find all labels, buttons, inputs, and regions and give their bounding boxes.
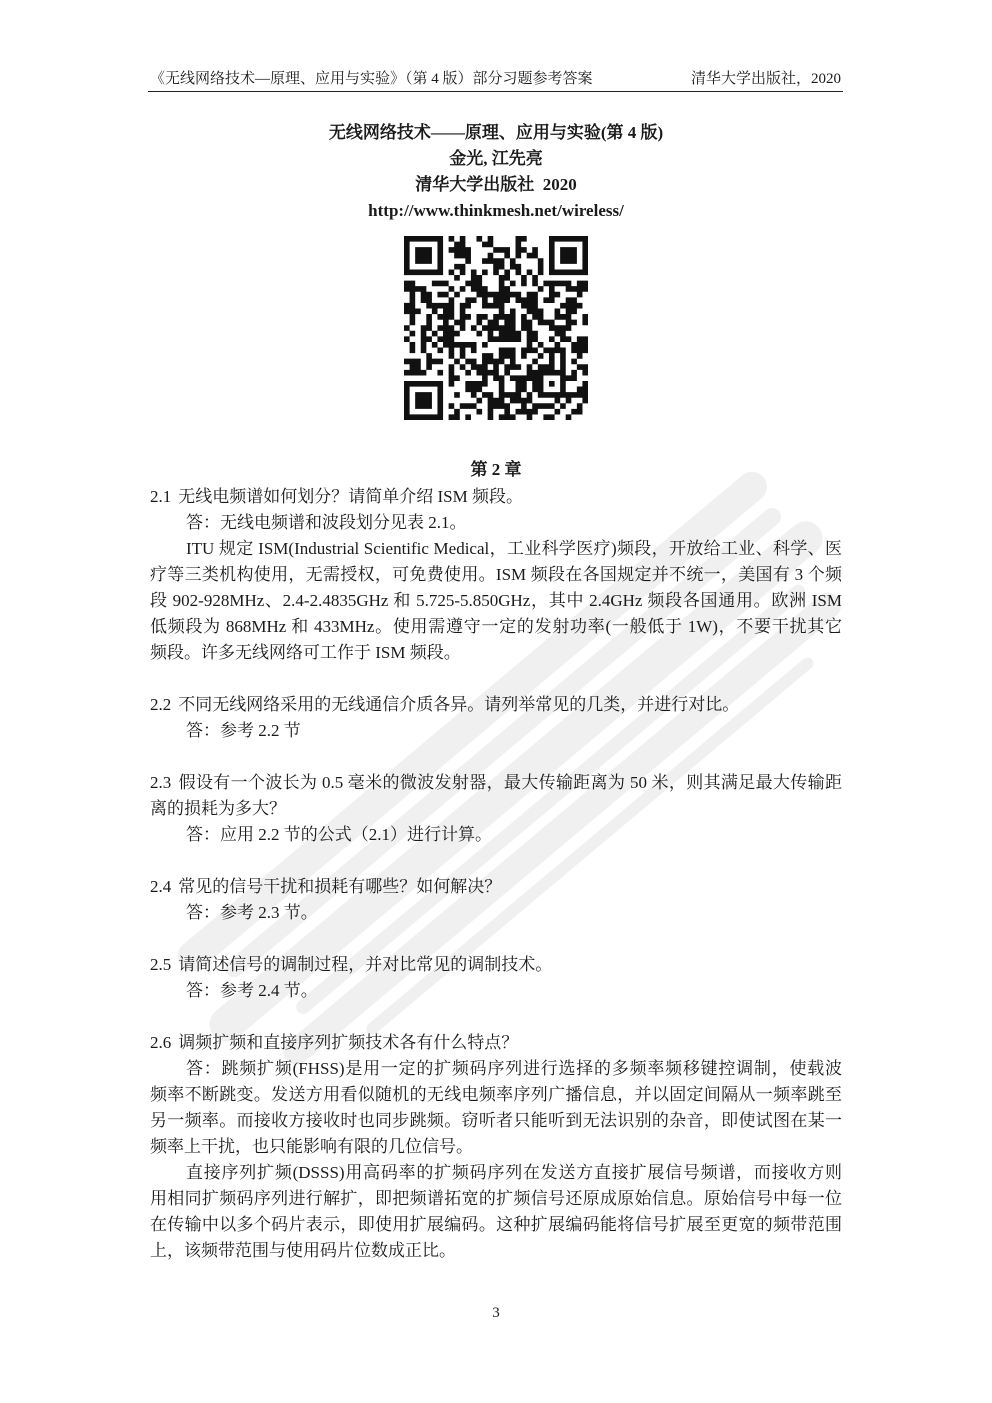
question-text: 假设有一个波长为 0.5 毫米的微波发射器，最大传输距离为 50 米，则其满足最大传输距 (178, 773, 842, 792)
question-block-2-1 (150, 484, 842, 666)
answer-line: 频率上干扰，也只能影响有限的几位信号。 (150, 1137, 473, 1156)
question-number: 2.4 (150, 877, 172, 896)
question-text: 调频扩频和直接序列扩频技术各有什么特点？ (178, 1033, 519, 1052)
qr-code (404, 236, 588, 420)
answer-line: 用相同扩频码序列进行解扩，即把频谱拓宽的扩频信号还原成原始信息。原始信号中每一位 (150, 1189, 842, 1208)
answer-line: 答：应用 2.2 节的公式（2.1）进行计算。 (186, 825, 492, 844)
page-number: 3 (492, 1305, 500, 1321)
question-number: 2.6 (150, 1033, 172, 1052)
question-number: 2.3 (150, 773, 172, 792)
cover-block (0, 120, 992, 224)
header-publisher: 清华大学出版社，2020 (690, 71, 841, 87)
question-line (150, 770, 842, 796)
answer-line: 疗等三类机构使用，无需授权，可免费使用。ISM 频段在各国规定并不统一，美国有 3 个频 (150, 565, 842, 584)
question-text: 无线电频谱如何划分？请简单介绍 ISM 频段。 (178, 487, 523, 506)
book-authors: 金光, 江先亮 (449, 149, 543, 168)
question-line (150, 484, 842, 510)
question-text: 不同无线网络采用的无线通信介质各异。请列举常见的几类，并进行对比。 (178, 695, 740, 714)
question-line (150, 1030, 842, 1056)
question-number: 2.5 (150, 955, 172, 974)
chapter-heading: 第 2 章 (470, 460, 522, 479)
question-line (150, 692, 842, 718)
question-text: 常见的信号干扰和损耗有哪些？如何解决？ (178, 877, 502, 896)
answer-line: 答：参考 2.3 节。 (186, 903, 318, 922)
question-line (150, 952, 842, 978)
question-number: 2.1 (150, 487, 172, 506)
running-header (148, 69, 843, 92)
answer-line: 低频段为 868MHz 和 433MHz。使用需遵守一定的发射功率(一般低于 1W)，不要干扰其它 (150, 617, 842, 636)
question-block-2-4 (150, 874, 842, 926)
book-title: 无线网络技术——原理、应用与实验(第 4 版) (328, 123, 664, 142)
book-publisher: 清华大学出版社 2020 (415, 175, 577, 194)
question-block-2-6 (150, 1030, 842, 1264)
answer-line: 答：跳频扩频(FHSS)是用一定的扩频码序列进行选择的多频率频移键控调制，使载波 (186, 1059, 842, 1078)
answer-line: 答：参考 2.2 节 (186, 721, 301, 740)
book-url: http://www.thinkmesh.net/wireless/ (368, 201, 624, 220)
answer-line: 段 902-928MHz、2.4-2.4835GHz 和 5.725-5.850GHz，其中 2.4GHz 频段各国通用。欧洲 ISM (150, 591, 842, 610)
answer-body (150, 484, 842, 1264)
header-title: 《无线网络技术—原理、应用与实验》（第 4 版）部分习题参考答案 (150, 71, 593, 87)
question-text: 请简述信号的调制过程，并对比常见的调制技术。 (178, 955, 553, 974)
answer-line: 上，该频带范围与使用码片位数成正比。 (150, 1241, 456, 1260)
question-line (150, 874, 842, 900)
question-block-2-5 (150, 952, 842, 1004)
answer-line: 在传输中以多个码片表示，即使用扩展编码。这种扩展编码能将信号扩展至更宽的频带范围 (150, 1215, 842, 1234)
answer-line: 答：无线电频谱和波段划分见表 2.1。 (186, 513, 467, 532)
answer-line: ITU 规定 ISM(Industrial Scientific Medical，工业科学医疗)频段，开放给工业、科学、医 (186, 539, 842, 558)
question-block-2-3 (150, 770, 842, 848)
answer-line: 直接序列扩频(DSSS)用高码率的扩频码序列在发送方直接扩展信号频谱，而接收方则 (186, 1163, 842, 1182)
question-text: 离的损耗为多大？ (150, 799, 286, 818)
answer-line: 频率不断跳变。发送方用看似随机的无线电频率序列广播信息，并以固定间隔从一频率跳至 (150, 1085, 842, 1104)
answer-line: 频段。许多无线网络可工作于 ISM 频段。 (150, 643, 461, 662)
answer-line: 答：参考 2.4 节。 (186, 981, 318, 1000)
answer-line: 另一频率。而接收方接收时也同步跳频。窃听者只能听到无法识别的杂音，即使试图在某一 (150, 1111, 842, 1130)
question-block-2-2 (150, 692, 842, 744)
question-number: 2.2 (150, 695, 172, 714)
